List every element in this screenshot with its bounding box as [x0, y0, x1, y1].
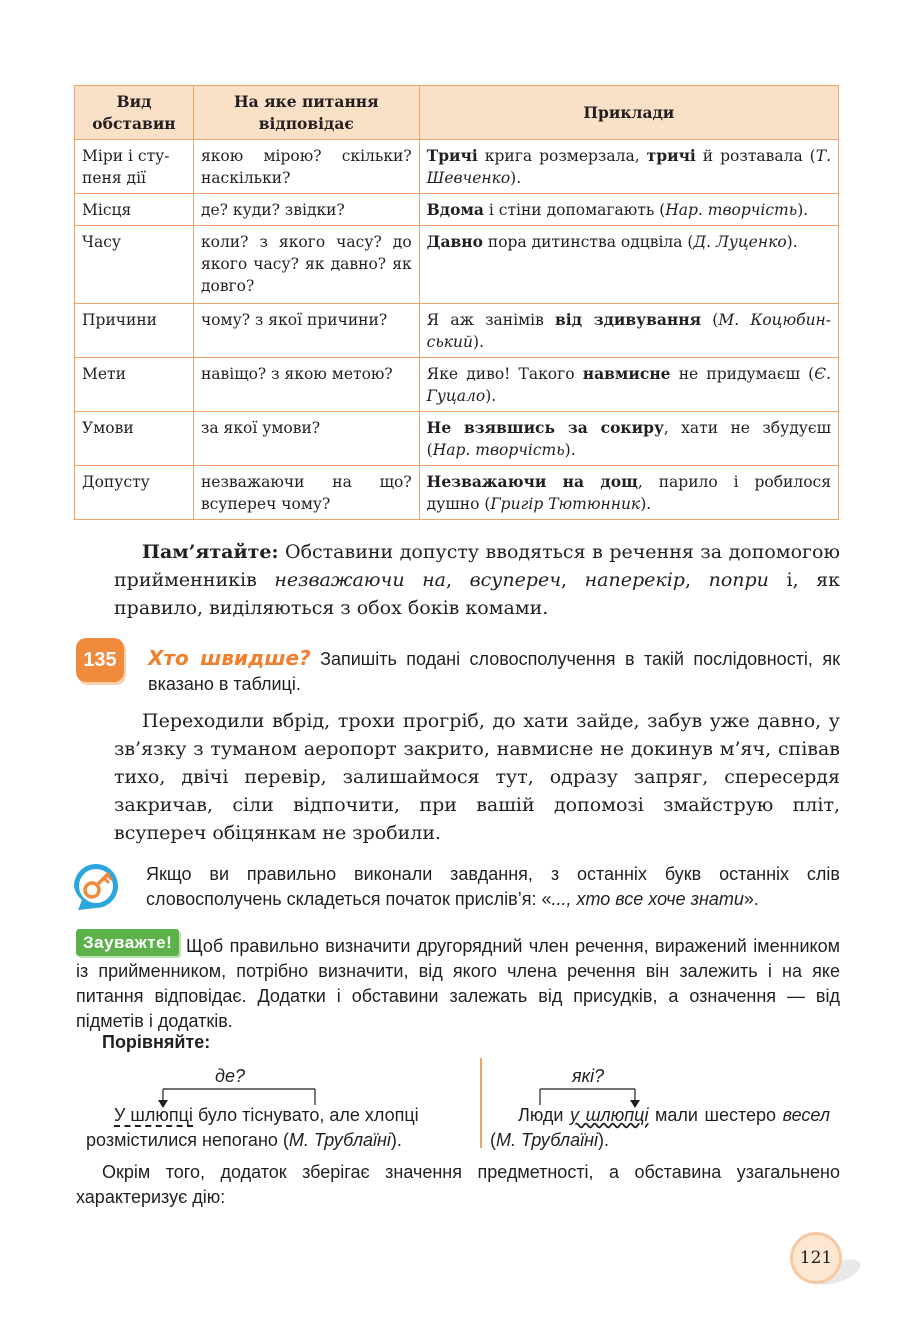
cell-kind: Місця: [75, 194, 194, 226]
example-segment: Яке диво! Такого: [426, 365, 583, 383]
cell-kind: Умови: [75, 412, 194, 466]
example-segment: Тричі: [426, 146, 478, 165]
example-segment: ).: [640, 495, 652, 513]
key-icon: [68, 858, 126, 914]
task-number-badge: 135: [76, 638, 124, 682]
example-segment: ).: [564, 441, 576, 459]
example-segment: Вдома: [426, 200, 484, 219]
cell-example: [419, 466, 838, 520]
right-end: ).: [598, 1130, 609, 1150]
cell-example: [419, 226, 838, 304]
example-segment: М. Коцюбин-ський: [426, 311, 832, 351]
example-segment: , хати не збудуєш (: [426, 419, 831, 459]
example-segment: (: [701, 311, 719, 329]
task-title: Хто швидше?: [148, 646, 311, 670]
prep-3: наперекір: [584, 569, 685, 591]
table-row: [75, 466, 839, 520]
left-end: ).: [390, 1130, 402, 1150]
example-segment: тричі: [646, 146, 696, 165]
final-paragraph: Окрім того, додаток зберігає значення предметності, а обставина узагальнено характеризує дію:: [76, 1162, 840, 1207]
example-segment: крига розмерзала,: [477, 147, 647, 165]
cell-example: [419, 358, 838, 412]
cell-kind: Часу: [75, 226, 194, 304]
header-kind: Вид обставин: [75, 86, 194, 140]
cell-question: коли? з якого часу? до якого часу? як давно? як довго?: [193, 226, 419, 304]
task-instruction: [148, 646, 840, 697]
table-row: [75, 412, 839, 466]
page-number: 121: [790, 1232, 842, 1284]
table-row: [75, 194, 839, 226]
example-segment: ).: [473, 333, 484, 351]
header-question: На яке питання відповідає: [193, 86, 419, 140]
hint-end: ».: [743, 889, 759, 909]
example-segment: Давно: [426, 232, 483, 251]
cell-kind: Мети: [75, 358, 194, 412]
example-segment: не придумаєш (: [670, 365, 815, 383]
table-row: [75, 226, 839, 304]
example-segment: ).: [797, 201, 809, 219]
remember-label: Пам’ятайте:: [142, 541, 279, 563]
hint-text: [146, 862, 840, 912]
table-header-row: [75, 86, 839, 140]
cell-example: [419, 412, 838, 466]
example-segment: ).: [786, 233, 798, 251]
table-row: [75, 304, 839, 358]
example-segment: пора дитинства одцвіла (: [482, 233, 694, 251]
cell-kind: Міри і сту-пеня дії: [75, 140, 194, 194]
example-segment: і стіни допомагають (: [483, 201, 666, 219]
example-segment: Я аж занімів: [426, 311, 556, 329]
prep-2: всупереч: [469, 569, 562, 591]
cell-question: навіщо? з якою метою?: [193, 358, 419, 412]
right-example: [490, 1103, 830, 1153]
comma: ,: [684, 569, 709, 591]
example-segment: Григір Тютюнник: [490, 495, 641, 513]
right-italic: весел: [782, 1105, 830, 1125]
left-question: де?: [215, 1066, 245, 1086]
left-rest: було тіснувато, але хлопці розмістилися непогано (: [86, 1105, 419, 1150]
example-segment: , парило і робилося душно (: [426, 473, 831, 513]
prep-1: незважаючи на: [274, 569, 446, 591]
left-underlined: У шлюпці: [114, 1105, 193, 1125]
example-segment: Т. Шевченко: [426, 147, 831, 187]
comma: ,: [561, 569, 585, 591]
note-badge: Зауважте!: [76, 929, 179, 956]
right-pre: Люди: [518, 1105, 571, 1125]
example-segment: Нар. творчість: [665, 201, 798, 219]
hint-body: Якщо ви правильно виконали завдання, з останніх букв останніх слів словосполучень складеться початок прислів’я: «: [146, 864, 840, 909]
header-examples: Приклади: [419, 86, 838, 140]
cell-question: якою мірою? скільки? наскільки?: [193, 140, 419, 194]
example-segment: Незважаючи на дощ: [426, 472, 638, 491]
adverbial-table: [74, 85, 839, 520]
cell-example: [419, 194, 838, 226]
compare-label: Порівняйте:: [102, 1032, 211, 1052]
cell-question: незважаючи на що? всупереч чому?: [193, 466, 419, 520]
left-example: [86, 1103, 471, 1153]
cell-question: за якої умови?: [193, 412, 419, 466]
cell-example: [419, 140, 838, 194]
table-row: [75, 358, 839, 412]
column-separator: [480, 1058, 482, 1148]
cell-kind: Допусту: [75, 466, 194, 520]
example-segment: Д. Луценко: [693, 233, 787, 251]
left-author: М. Трублаїні: [288, 1130, 391, 1150]
task-instruction-text: Запишіть подані словосполучення в такій послідовності, як вказано в таблиці.: [148, 649, 841, 694]
remember-text: Обставини допусту вводяться в речення за допомогою прийменників: [114, 541, 840, 591]
prep-4: попри: [708, 569, 769, 591]
example-segment: ).: [485, 387, 497, 405]
table-row: [75, 140, 839, 194]
example-segment: навмисне: [582, 364, 671, 383]
right-mid: (: [490, 1130, 496, 1150]
example-segment: Не взявшись за сокиру: [426, 418, 664, 437]
comma: ,: [446, 569, 470, 591]
example-segment: від здивування: [555, 310, 702, 329]
cell-kind: Причини: [75, 304, 194, 358]
example-segment: Нар. творчість: [432, 441, 565, 459]
cell-question: чому? з якої причини?: [193, 304, 419, 358]
cell-example: [419, 304, 838, 358]
remember-paragraph: [114, 538, 840, 622]
hint-italic: ..., хто все хоче знати: [551, 889, 744, 909]
right-author: М. Трублаїні: [496, 1130, 598, 1150]
right-question: які?: [572, 1066, 605, 1086]
example-segment: ).: [510, 169, 522, 187]
right-rest: мали шестеро: [648, 1105, 783, 1125]
cell-question: де? куди? звідки?: [193, 194, 419, 226]
note-text: Щоб правильно визначити другорядний член речення, виражений іменником із прийменником, потрібно визначити, від якого члена речення він залежить і на яке питання відповідає. Додатки і обставини залежать від присудків, а означення — від підметів і додатків.: [76, 936, 840, 1031]
example-segment: Є. Гуцало: [426, 365, 832, 405]
remember-text-end: і, як правило, виділяються з обох боків комами.: [114, 569, 840, 619]
right-underlined: у шлюпці: [570, 1105, 649, 1125]
task-text: Переходили вбрід, трохи прогріб, до хати зайде, забув уже давно, у зв’язку з туманом аеропорт закрито, навмисне не докинув м’яч, співав тихо, двічі перевір, залишаймося тут, одразу запряг, спересердя закричав, сіли відпочити, при вашій допомозі змайструю пліт, всупереч обіцянкам не зробили.: [114, 710, 840, 844]
example-segment: й розтавала (: [695, 147, 816, 165]
